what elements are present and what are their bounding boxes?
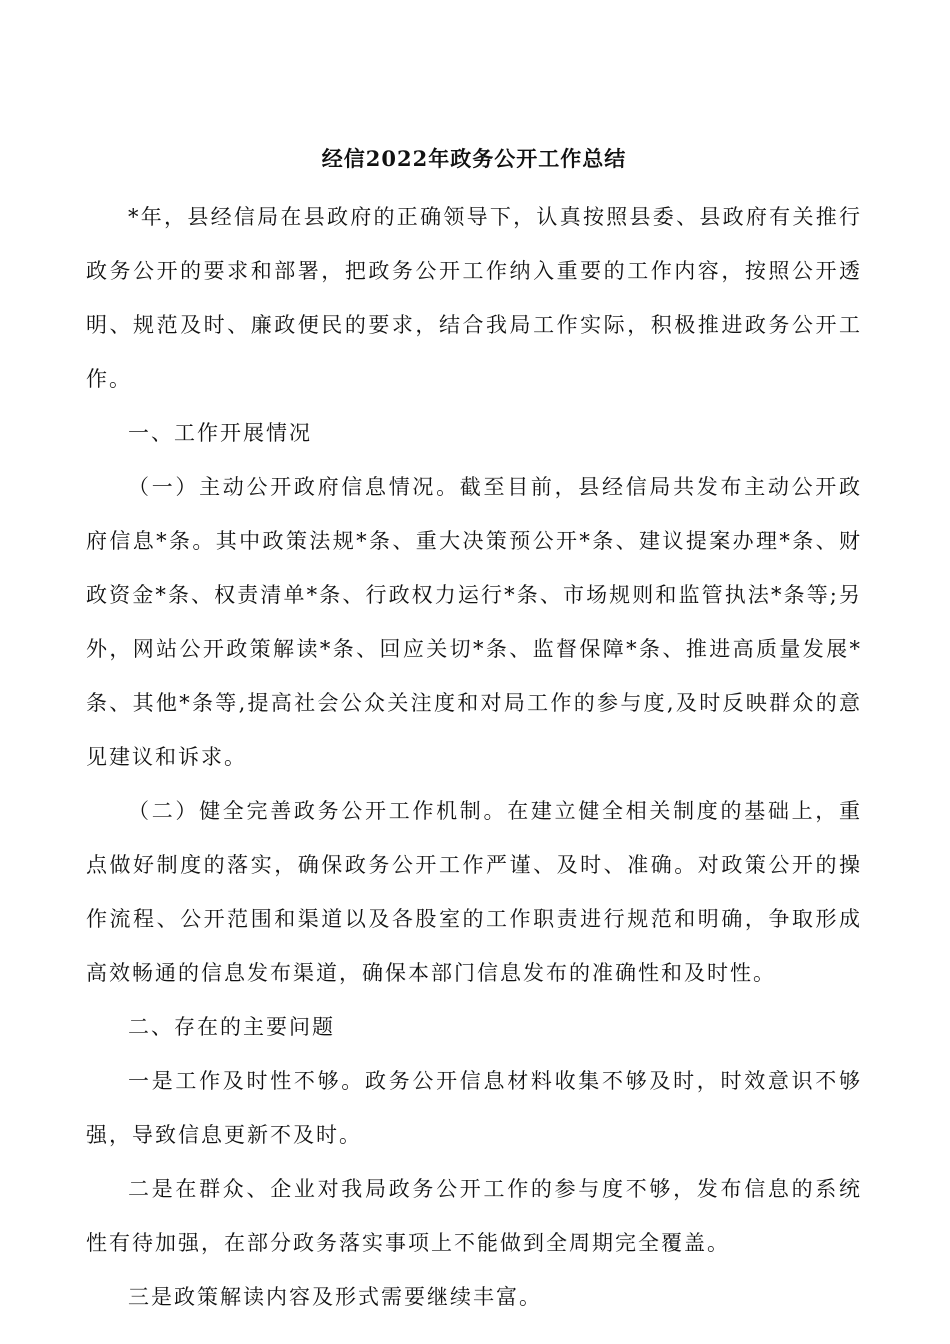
paragraph-mechanism: （二）健全完善政务公开工作机制。在建立健全相关制度的基础上，重点做好制度的落实，确保政务公开工作严谨、及时、准确。对政策公开的操作流程、公开范围和渠道以及各股室的工作职责进行规范和明确，争取形成高效畅通的信息发布渠道，确保本部门信息发布的准确性和及时性。 [86,799,862,985]
document-page [86,139,862,1324]
intro-paragraph: *年，县经信局在县政府的正确领导下，认真按照县委、县政府有关推行政务公开的要求和部署，把政务公开工作纳入重要的工作内容，按照公开透明、规范及时、廉政便民的要求，结合我局工作实际，积极推进政务公开工作。 [86,205,862,391]
problem-item-1: 一是工作及时性不够。政务公开信息材料收集不够及时，时效意识不够强，导致信息更新不及时。 [86,1069,862,1147]
problem-item-2: 二是在群众、企业对我局政务公开工作的参与度不够，发布信息的系统性有待加强，在部分政务落实事项上不能做到全周期完全覆盖。 [86,1177,862,1255]
section-heading-work-progress: 一、工作开展情况 [128,421,312,445]
section-heading-problems: 二、存在的主要问题 [128,1015,335,1039]
document-title: 经信2022年政务公开工作总结 [321,146,627,171]
paragraph-proactive-disclosure: （一）主动公开政府信息情况。截至目前，县经信局共发布主动公开政府信息*条。其中政策法规*条、重大决策预公开*条、建议提案办理*条、财政资金*条、权责清单*条、行政权力运行*条、市场规则和监管执法*条等;另外，网站公开政策解读*条、回应关切*条、监督保障*条、推进高质量发展*条、其他*条等,提高社会公众关注度和对局工作的参与度,及时反映群众的意见建议和诉求。 [86,475,862,769]
problem-item-3: 三是政策解读内容及形式需要继续丰富。 [128,1285,542,1309]
